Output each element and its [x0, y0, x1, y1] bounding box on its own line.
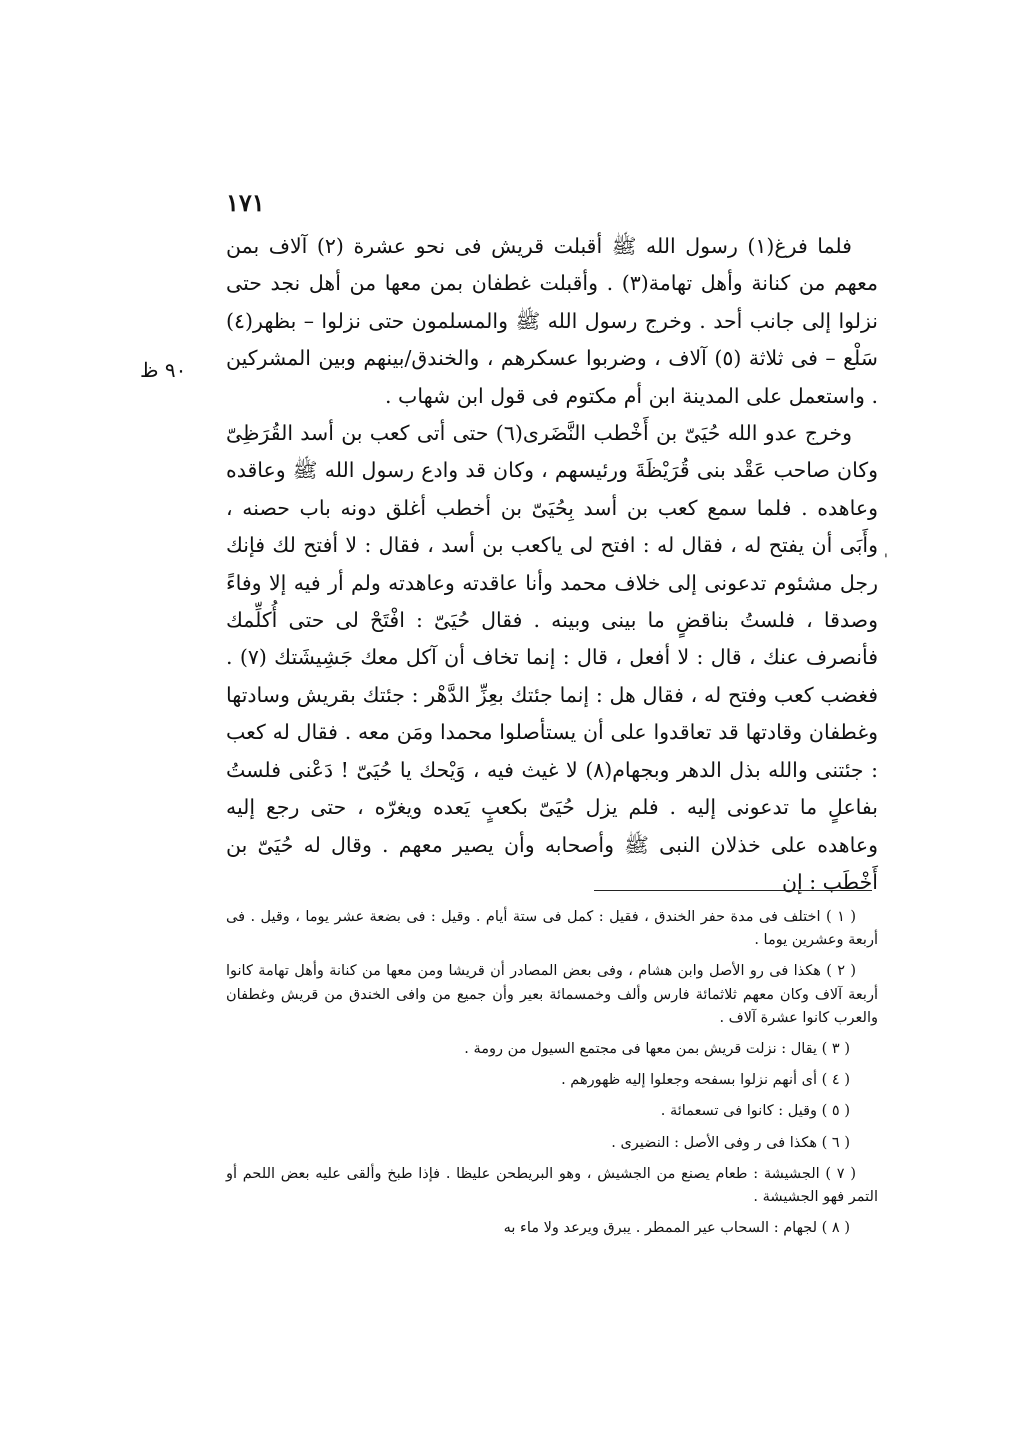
footnote: ( ٧ ) الجشيشة : طعام يصنع من الجشيش ، وهو البريطحن عليظا . فإذا طبخ وألقى عليه بعض اللحم أو التمر فهو الجشيشة .	[226, 1165, 878, 1206]
paragraph: وخرج عدو الله حُيَىّ بن أَخْطب النَّضَرى(٦) حتى أتى كعب بن أسد القُرَظِىّ وكان صاحب عَقْد بنى قُرَيْظَةَ ورئيسهم ، وكان قد وادع رسول الله ﷺ وعاقده وعاهده . فلما سمع كعب بن أسد بِحُيَىّ بن أخطب أغلق دونه باب حصنه ، وأَبَى أن يفتح له ، فقال له : افتح لى ياكعب بن أسد ، فقال : لا أفتح لك فإنك رجل مشئوم تدعونى إلى خلاف محمد وأنا عاقدته وعاهدته ولم أر فيه إلا وفاءً وصدقا ، فلستُ بناقضٍ ما بينى وبينه . فقال حُيَىّ : افْتَحْ لى حتى أُكلِّمك فأنصرف عنك ، قال : لا أفعل ، قال : إنما تخاف أن آكل معك جَشِيشَتك (٧) . فغضب كعب وفتح له ، فقال هل : إنما جئتك بعِزِّ الدَّهْر : جئتك بقريش وسادتها وغطفان وقادتها قد تعاقدوا على أن يستأصلوا محمدا ومَن معه . فقال له كعب : جئتنى والله بذل الدهر وبجهام(٨) لا غيث فيه ، وَيْحك يا حُيَىّ ! دَعْنى فلستُ بفاعلٍ ما تدعونى إليه . فلم يزل حُيَىّ بكعبٍ يَعده ويغرّه ، حتى رجع إليه وعاهده على خذلان النبى ﷺ وأصحابه وأن يصير معهم . وقال له حُيَىّ بن أَخْطَب : إن	[226, 421, 878, 894]
footnote: ( ١ ) اختلف فى مدة حفر الخندق ، فقيل : كمل فى ستة أيام . وقيل : فى بضعة عشر يوما ، وقيل . فى أربعة وعشرين يوما .	[226, 909, 878, 949]
margin-folio-note: ٩٠ ظ	[140, 358, 187, 382]
stray-mark: '	[884, 552, 888, 568]
footnote: ( ٦ ) هكذا فى ر وفى الأصل : النضيرى .	[611, 1134, 850, 1151]
footnote: ( ٨ ) لجهام : السحاب عير الممطر . يبرق ويرعد ولا ماء به	[503, 1220, 850, 1237]
page-number: ١٧١	[226, 188, 265, 217]
footnote: ( ٥ ) وقيل : كانوا فى تسعمائة .	[660, 1103, 850, 1120]
main-text	[226, 228, 878, 901]
footnotes	[226, 906, 878, 1248]
footnote-divider	[594, 890, 872, 891]
footnote: ( ٢ ) هكذا فى رو الأصل وابن هشام ، وفى بعض المصادر أن قريشا ومن معها من كنانة وأهل تهامة كانوا أربعة آلاف وكان معهم ثلاثمائة فارس وألف وخمسمائة بعير وأن جميع من وافى الخندق من قريش وغطفان والعرب كانوا عشرة آلاف .	[226, 963, 878, 1026]
footnote: ( ٣ ) يقال : نزلت قريش بمن معها فى مجتمع السيول من رومة .	[464, 1041, 850, 1058]
paragraph: فلما فرغ(١) رسول الله ﷺ أقبلت قريش فى نحو عشرة (٢) آلاف بمن معهم من كنانة وأهل تهامة(٣) . وأقبلت غطفان بمن معها من أهل نجد حتى نزلوا إلى جانب أحد . وخرج رسول الله ﷺ والمسلمون حتى نزلوا – بظهر(٤) سَلْع – فى ثلاثة (٥) آلاف ، وضربوا عسكرهم ، والخندق/بينهم وبين المشركين . واستعمل على المدينة ابن أم مكتوم فى قول ابن شهاب .	[226, 234, 878, 408]
footnote: ( ٤ ) أى أنهم نزلوا بسفحه وجعلوا إليه ظهورهم .	[561, 1072, 850, 1089]
